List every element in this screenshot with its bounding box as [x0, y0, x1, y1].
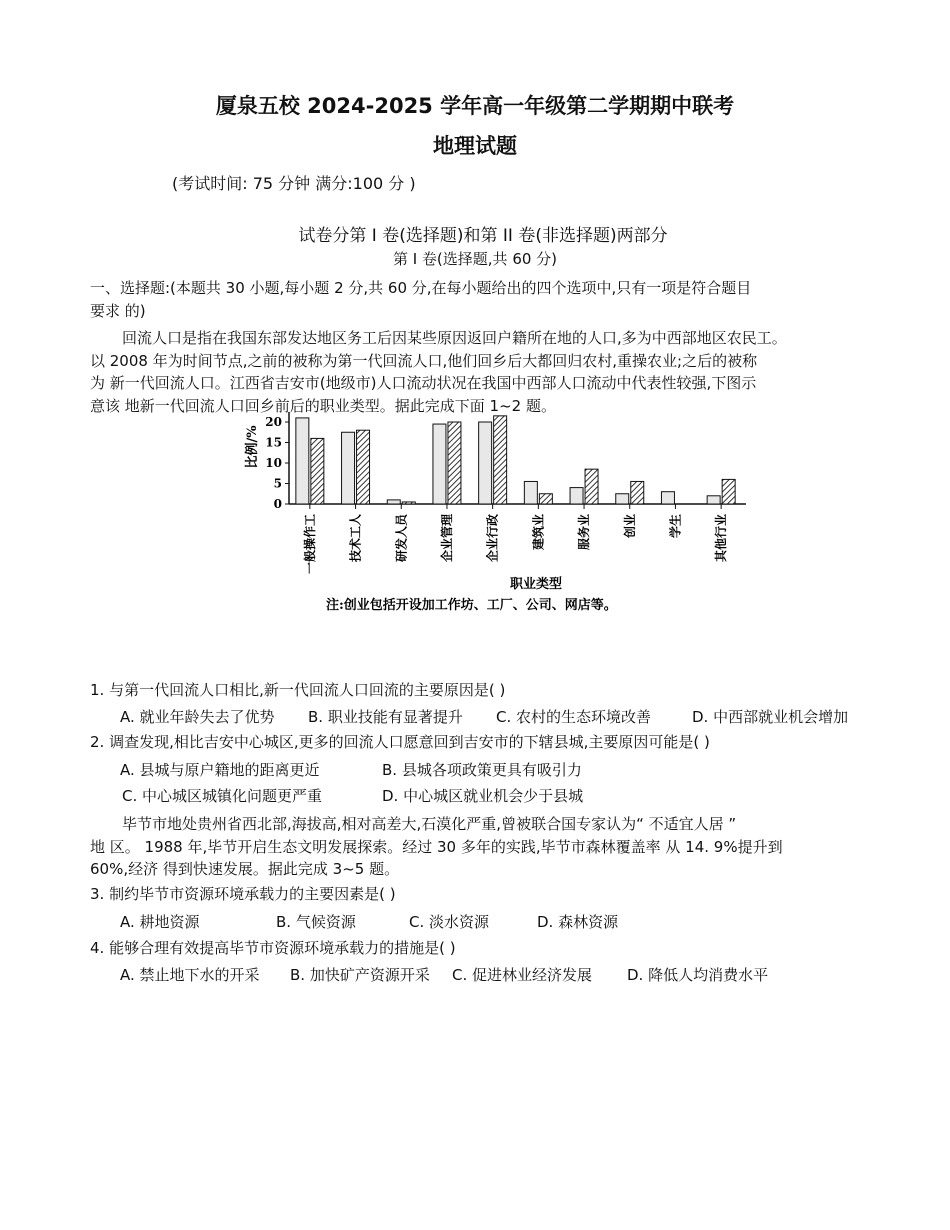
- section-heading: [90, 277, 850, 322]
- passage-1: [90, 327, 850, 417]
- category-label-4: 企业行政: [485, 514, 500, 563]
- question-3-stem: 3. 制约毕节市资源环境承载力的主要因素是( ): [90, 885, 396, 903]
- bar-after-3: [448, 422, 461, 504]
- bar-before-6: [570, 488, 583, 504]
- paper-structure: 试卷分第 I 卷(选择题)和第 II 卷(非选择题)两部分: [298, 226, 668, 246]
- category-label-3: 企业管理: [439, 514, 454, 563]
- q3-option-d[interactable]: D. 森林资源: [537, 913, 619, 931]
- question-4-stem: 4. 能够合理有效提高毕节市资源环境承载力的措施是( ): [90, 939, 456, 957]
- q2-option-d[interactable]: D. 中心城区就业机会少于县城: [382, 787, 584, 805]
- q2-option-c[interactable]: C. 中心城区城镇化问题更严重: [122, 787, 323, 805]
- passage-2-line1: 毕节市地处贵州省西北部,海拔高,相对高差大,石漠化严重,曾被联合国专家认为“ 不适宜人居 ”: [122, 815, 737, 833]
- occupation-bar-chart: [236, 412, 756, 622]
- bar-before-7: [616, 494, 629, 504]
- bar-after-2: [402, 502, 415, 504]
- category-label-5: 建筑业: [531, 514, 546, 551]
- q3-option-b[interactable]: B. 气候资源: [276, 913, 356, 931]
- q2-option-b[interactable]: B. 县城各项政策更具有吸引力: [382, 761, 582, 779]
- q1-option-a[interactable]: A. 就业年龄失去了优势: [120, 708, 275, 726]
- bar-before-0: [296, 418, 309, 504]
- section-heading-line2: 要求 的): [90, 301, 146, 320]
- bar-before-1: [342, 432, 355, 504]
- question-2-stem: 2. 调查发现,相比吉安中心城区,更多的回流人口愿意回到吉安市的下辖县城,主要原因可能是( ): [90, 733, 710, 751]
- bar-after-1: [357, 430, 370, 504]
- passage-1-line1: 回流人口是指在我国东部发达地区务工后因某些原因返回户籍所在地的人口,多为中西部地区农民工。: [122, 329, 787, 347]
- q4-option-b[interactable]: B. 加快矿产资源开采: [290, 966, 430, 984]
- category-label-8: 学生: [668, 514, 683, 539]
- bar-after-5: [539, 494, 552, 504]
- y-tick-label-2: 10: [265, 456, 282, 470]
- passage-2-line2: 地 区。 1988 年,毕节开启生态文明发展探索。经过 30 多年的实践,毕节市森林覆盖率 从 14. 9%提升到: [90, 837, 783, 856]
- category-label-0: 一般操作工: [302, 514, 317, 575]
- y-tick-label-0: 0: [273, 497, 282, 511]
- category-label-6: 服务业: [577, 514, 592, 551]
- question-1-stem: 1. 与第一代回流人口相比,新一代回流人口回流的主要原因是( ): [90, 681, 506, 699]
- q1-option-c[interactable]: C. 农村的生态环境改善: [496, 708, 652, 726]
- q3-option-c[interactable]: C. 淡水资源: [409, 913, 490, 931]
- bar-after-7: [631, 481, 644, 504]
- section-heading-line1: 一、选择题:(本题共 30 小题,每小题 2 分,共 60 分,在每小题给出的四个选项中,只有一项是符合题目: [90, 279, 752, 297]
- exam-title: 厦泉五校 2024-2025 学年高一年级第二学期期中联考: [215, 94, 735, 118]
- exam-info: (考试时间: 75 分钟 满分:100 分 ): [172, 174, 416, 193]
- y-tick-label-4: 20: [265, 415, 282, 429]
- q1-option-d[interactable]: D. 中西部就业机会增加: [692, 708, 849, 726]
- passage-2-line3: 60%,经济 得到快速发展。据此完成 3~5 题。: [90, 860, 400, 878]
- chart-note: 注:创业包括开设加工作坊、工厂、公司、网店等。: [326, 598, 617, 613]
- bar-before-9: [707, 496, 720, 504]
- category-label-2: 研发人员: [394, 514, 409, 563]
- category-label-1: 技术工人: [348, 514, 363, 563]
- bar-before-4: [479, 422, 492, 504]
- y-axis-label: 比例/%: [245, 425, 260, 469]
- bar-after-4: [494, 416, 507, 504]
- q4-option-c[interactable]: C. 促进林业经济发展: [452, 966, 593, 984]
- bar-before-2: [387, 500, 400, 504]
- passage-1-line3: 为 新一代回流人口。江西省吉安市(地级市)人口流动状况在我国中西部人口流动中代表性较强,下图示: [90, 374, 757, 392]
- q4-option-a[interactable]: A. 禁止地下水的开采: [120, 966, 260, 984]
- part1-heading: 第 I 卷(选择题,共 60 分): [392, 250, 558, 268]
- category-label-7: 创业: [622, 514, 637, 539]
- q4-option-d[interactable]: D. 降低人均消费水平: [627, 966, 769, 984]
- passage-1-line2: 以 2008 年为时间节点,之前的被称为第一代回流人口,他们回乡后大都回归农村,重操农业;之后的被称: [90, 351, 758, 370]
- passage-2: [90, 813, 850, 881]
- q2-option-a[interactable]: A. 县城与原户籍地的距离更近: [120, 761, 320, 779]
- q1-option-b[interactable]: B. 职业技能有显著提升: [308, 708, 463, 726]
- q3-option-a[interactable]: A. 耕地资源: [120, 913, 200, 931]
- bar-before-8: [661, 492, 674, 504]
- x-axis-label: 职业类型: [509, 577, 563, 592]
- y-tick-label-3: 15: [265, 435, 282, 450]
- category-label-9: 其他行业: [714, 514, 729, 563]
- passage-1-line4: 意该 地新一代回流人口回乡前后的职业类型。据此完成下面 1~2 题。: [90, 396, 556, 415]
- bar-before-5: [524, 481, 537, 504]
- bar-after-0: [311, 438, 324, 504]
- subject-title: 地理试题: [433, 134, 517, 158]
- y-tick-label-1: 5: [273, 476, 282, 491]
- bar-before-3: [433, 424, 446, 504]
- bar-after-9: [722, 479, 735, 504]
- bar-after-6: [585, 469, 598, 504]
